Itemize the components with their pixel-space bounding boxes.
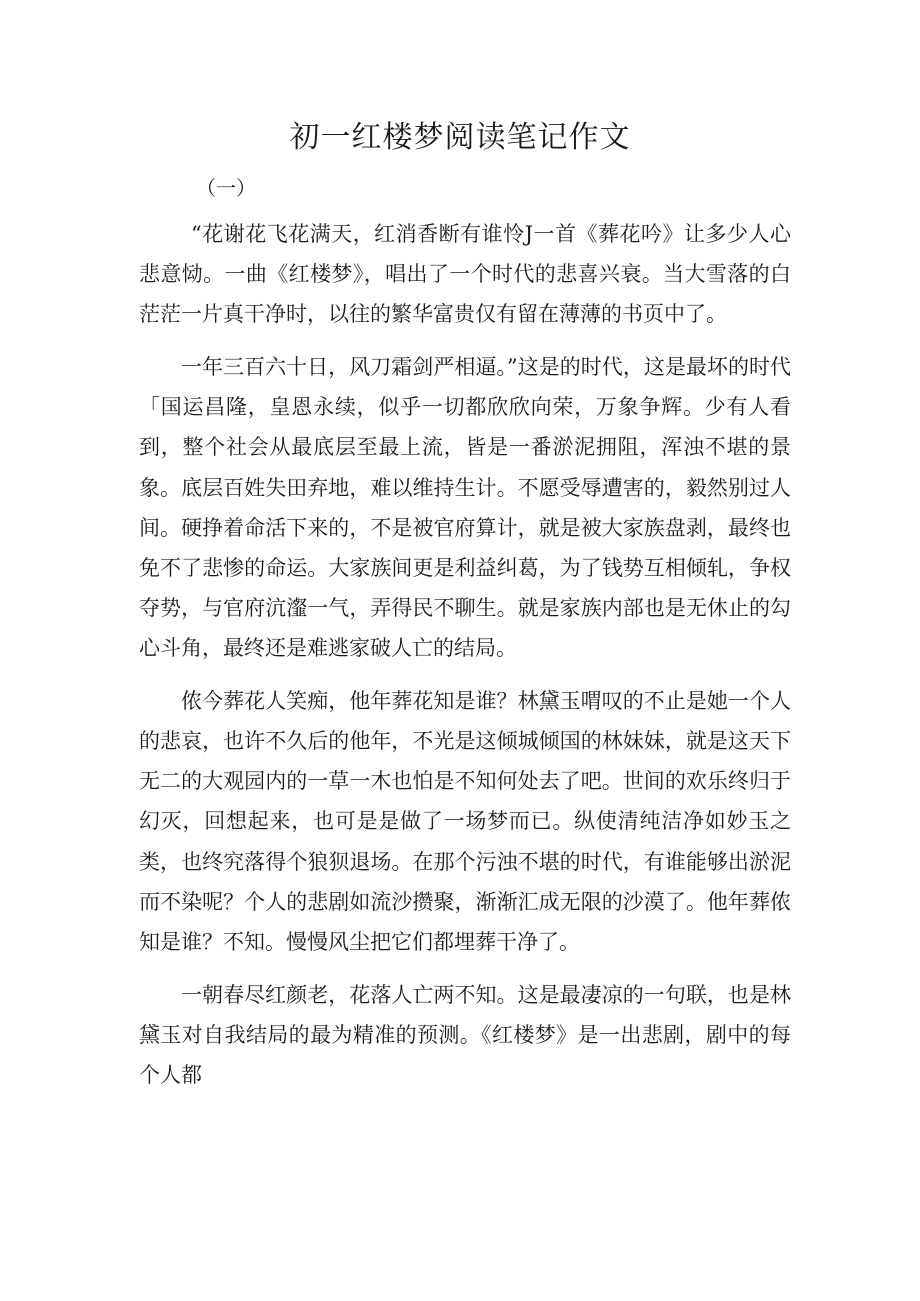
document-body: [139, 214, 791, 1107]
paragraph-4: 一朝春尽红颜老，花落人亡两不知。这是最凄凉的一句联，也是林黛玉对自我结局的最为精准的预测。《红楼梦》是一出悲剧，剧中的每个人都: [139, 982, 791, 1087]
paragraph-1: “花谢花飞花满天，红消香断有谁怜J一首《葬花吟》让多少人心悲意恸。一曲《红楼梦》，唱出了一个时代的悲喜兴衰。当大雪落的白茫茫一片真干净时，以往的繁华富贵仅有留在薄薄的书页中了。: [139, 222, 791, 327]
section-marker: （一）: [196, 176, 256, 200]
paragraph-2: 一年三百六十日，风刀霜剑严相逼。”这是的时代，这是最坏的时代「国运昌隆，皇恩永续，似乎一切都欣欣向荣，万象争辉。少有人看到，整个社会从最底层至最上流，皆是一番淤泥拥阻，浑浊不堪的景象。底层百姓失田弃地，难以维持生计。不愿受辱遭害的，毅然别过人间。硬挣着命活下来的，不是被官府算计，就是被大家族盘剥，最终也免不了悲惨的命运。大家族间更是利益纠葛，为了钱势互相倾轧，争权夺势，与官府沆瀣一气，弄得民不聊生。就是家族内部也是无休止的勾心斗角，最终还是难逃家破人亡的结局。: [139, 354, 791, 661]
paragraph-3: 侬今葬花人笑痴，他年葬花知是谁？林黛玉喟叹的不止是她一个人的悲哀，也许不久后的他年，不光是这倾城倾国的林妹妹，就是这天下无二的大观园内的一草一木也怕是不知何处去了吧。世间的欢乐终归于幻灭，回想起来，也可是是做了一场梦而已。纵使清纯洁净如妙玉之类，也终究落得个狼狈退场。在那个污浊不堪的时代，有谁能够出淤泥而不染呢？个人的悲剧如流沙攒聚，渐渐汇成无限的沙漠了。他年葬侬知是谁？不知。慢慢风尘把它们都埋葬干净了。: [139, 688, 791, 955]
document-title: 初一红楼梦阅读笔记作文: [289, 120, 631, 155]
